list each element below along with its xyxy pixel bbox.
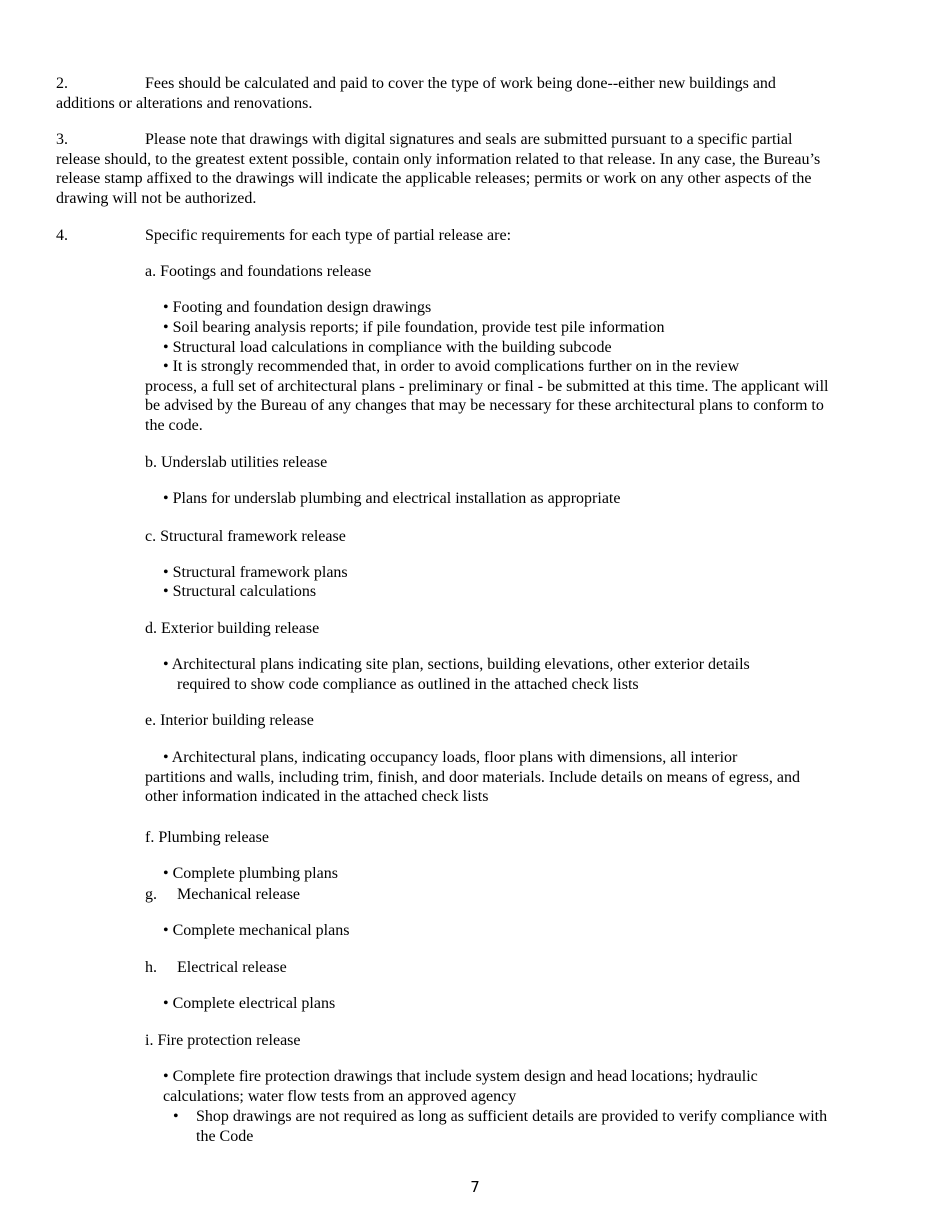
bullet-long-e [145, 748, 835, 807]
bullet-long-first: • Architectural plans, indicating occupancy loads, floor plans with dimensions, all interior [163, 749, 738, 766]
release-title: Electrical release [177, 959, 287, 976]
bullet-long-a [145, 357, 845, 435]
item-3 [56, 130, 846, 208]
item-text-first: Please note that drawings with digital signatures and seals are submitted pursuant to a specific partial [145, 131, 793, 148]
item-number: 3. [56, 131, 68, 148]
bullet-item: • Footing and foundation design drawings [163, 299, 432, 316]
item-4 [56, 226, 856, 246]
bullet-long-rest: process, a full set of architectural plans - preliminary or final - be submitted at this time. The applicant will be advised by the Bureau of any changes that may be necessary for these architectural plans to conform to the code. [145, 377, 829, 434]
item-number: 4. [56, 227, 68, 244]
page-number: 7 [470, 1178, 480, 1196]
bullet-item: • Structural framework plans [163, 564, 348, 581]
bullet-item-continuation: calculations; water flow tests from an approved agency [163, 1088, 517, 1105]
bullet-item-continuation: the Code [196, 1128, 254, 1145]
bullet-item: • Soil bearing analysis reports; if pile foundation, provide test pile information [163, 319, 665, 336]
bullet-item: • Plans for underslab plumbing and electrical installation as appropriate [163, 490, 621, 507]
item-text-first: Fees should be calculated and paid to cover the type of work being done--either new buildings and [145, 75, 776, 92]
release-d-heading: d. Exterior building release [145, 620, 320, 637]
item-2 [56, 74, 856, 113]
item-text-rest: additions or alterations and renovations. [56, 94, 313, 112]
release-letter: h. [145, 959, 157, 976]
bullet-item-continuation: required to show code compliance as outlined in the attached check lists [177, 676, 639, 693]
release-g-heading [145, 885, 300, 904]
bullet-item: • Complete electrical plans [163, 995, 336, 1012]
bullet-long-first: • It is strongly recommended that, in order to avoid complications further on in the review [163, 358, 740, 375]
release-e-heading: e. Interior building release [145, 712, 314, 729]
bullet-item: • Structural load calculations in compliance with the building subcode [163, 339, 612, 356]
release-title: Mechanical release [177, 886, 301, 903]
bullet-item: • Complete plumbing plans [163, 865, 338, 882]
bullet-item: • Structural calculations [163, 583, 317, 600]
bullet-item: • Complete mechanical plans [163, 922, 350, 939]
release-c-heading: c. Structural framework release [145, 528, 346, 545]
release-b-heading: b. Underslab utilities release [145, 454, 328, 471]
bullet-item: Shop drawings are not required as long as sufficient details are provided to verify compliance with [196, 1108, 828, 1125]
release-f-heading: f. Plumbing release [145, 829, 269, 846]
bullet-mark: • [173, 1108, 179, 1125]
release-a-heading: a. Footings and foundations release [145, 263, 372, 280]
item-text-first: Specific requirements for each type of partial release are: [145, 227, 512, 244]
bullet-item: • Complete fire protection drawings that include system design and head locations; hydraulic [163, 1068, 758, 1085]
item-text-rest: release should, to the greatest extent possible, contain only information related to that release. In any case, the Bureau’s release stamp affixed to the drawings will indicate the applicable releases; permits or work on any other aspects of the drawing will not be authorized. [56, 150, 821, 207]
item-number: 2. [56, 75, 68, 92]
bullet-item: • Architectural plans indicating site plan, sections, building elevations, other exterior details [163, 656, 750, 673]
release-letter: g. [145, 886, 157, 903]
release-h-heading [145, 958, 287, 977]
release-i-heading: i. Fire protection release [145, 1032, 301, 1049]
bullet-long-rest: partitions and walls, including trim, finish, and door materials. Include details on means of egress, and other information indicated in the attached check lists [145, 768, 800, 805]
